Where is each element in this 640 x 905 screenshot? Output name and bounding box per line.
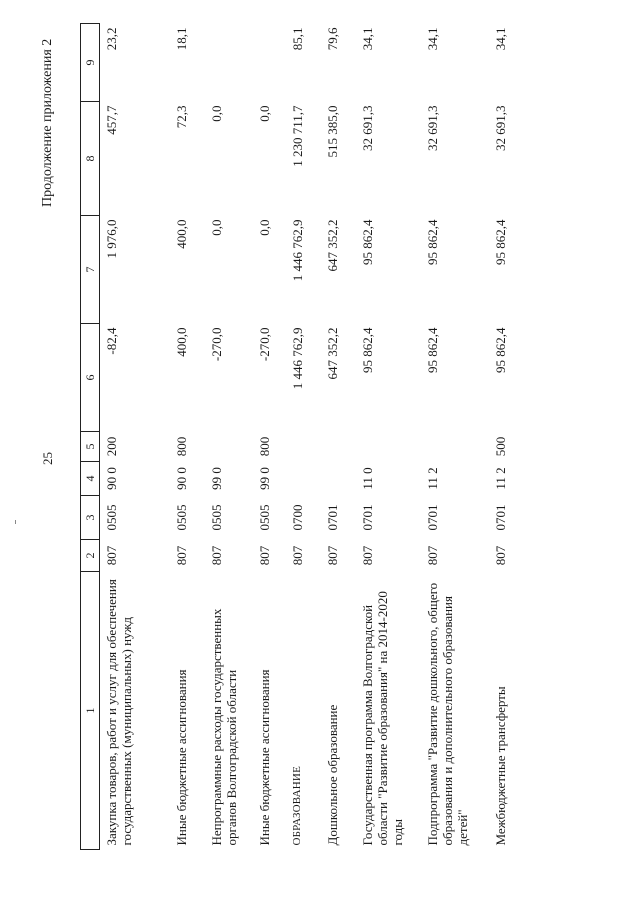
cell-c5: 200 [104, 436, 119, 457]
cell-c6: 95 862,4 [492, 327, 508, 373]
row-name: Подпрограмма "Развитие дошкольного, общего образования и дополнительного образования детей" [424, 582, 470, 846]
cell-c4: 99 0 [256, 467, 272, 490]
cell-c9: 23,2 [104, 27, 119, 51]
cell-c3: 0505 [256, 504, 272, 531]
cell-c7: 0,0 [208, 219, 224, 236]
cell-c8: 457,7 [104, 105, 119, 135]
cell-c2: 807 [173, 545, 189, 566]
cell-c5 [205, 432, 253, 462]
table-row [205, 24, 253, 850]
cell-c8: 0,0 [256, 105, 272, 122]
cell-c6: -82,4 [104, 327, 119, 355]
table-row [489, 24, 524, 850]
header-cell: 8 [81, 102, 100, 216]
cell-c3: 0701 [492, 504, 508, 531]
cell-c5: 800 [256, 436, 272, 457]
cell-c7: 1 976,0 [104, 219, 119, 259]
cell-c6: -270,0 [208, 327, 224, 362]
cell-c7: 95 862,4 [359, 219, 375, 265]
cell-c9: 85,1 [289, 27, 305, 51]
cell-c8: 32 691,3 [424, 105, 440, 151]
cell-c6: 400,0 [173, 327, 189, 357]
cell-c9: 34,1 [424, 27, 440, 51]
cell-c7: 1 446 762,9 [289, 219, 305, 282]
cell-c4 [321, 462, 356, 496]
table-row [286, 24, 321, 850]
cell-c7: 0,0 [256, 219, 272, 236]
table-row [321, 24, 356, 850]
cell-c8: 32 691,3 [492, 105, 508, 151]
table-row [100, 24, 170, 850]
table-header-row [81, 24, 100, 850]
cell-c4: 11 2 [492, 467, 508, 490]
cell-c5: 800 [173, 436, 189, 457]
cell-c2: 807 [492, 545, 508, 566]
cell-c5 [356, 432, 421, 462]
table-row [421, 24, 489, 850]
table-row [253, 24, 286, 850]
cell-c6: 1 446 762,9 [289, 327, 305, 390]
page-number: 25 [40, 452, 55, 465]
cell-c5 [421, 432, 489, 462]
cell-c7: 95 862,4 [424, 219, 440, 265]
table-row [356, 24, 421, 850]
row-name: Иные бюджетные ассигнования [256, 669, 272, 846]
cell-c2: 807 [359, 545, 375, 566]
cell-c5 [321, 432, 356, 462]
cell-c4: 11 2 [424, 467, 440, 490]
row-name: Иные бюджетные ассигнования [173, 669, 189, 846]
cell-c4: 90 0 [104, 467, 119, 490]
cell-c8: 515 385,0 [324, 105, 340, 158]
cell-c3: 0505 [208, 504, 224, 531]
cell-c5 [286, 432, 321, 462]
header-cell: 2 [81, 540, 100, 572]
cell-c7: 400,0 [173, 219, 189, 249]
table-row [170, 24, 205, 850]
cell-c9 [205, 24, 253, 102]
continuation-label: Продолжение приложения 2 [40, 38, 55, 207]
header-cell: 5 [81, 432, 100, 462]
header-cell: 7 [81, 216, 100, 324]
cell-c3: 0701 [424, 504, 440, 531]
cell-c5: 500 [492, 436, 508, 457]
row-name: Межбюджетные трансферты [492, 686, 508, 846]
cell-c3: 0700 [289, 504, 305, 531]
cell-c4: 90 0 [173, 467, 189, 490]
header-cell: 6 [81, 324, 100, 432]
cell-c2: 807 [324, 545, 340, 566]
budget-table [80, 23, 524, 850]
cell-c3: 0701 [359, 504, 375, 531]
cell-c9: 34,1 [359, 27, 375, 51]
cell-c4: 99 0 [208, 467, 224, 490]
cell-c2: 807 [104, 545, 119, 566]
cell-c3: 0505 [104, 504, 119, 531]
cell-c9 [253, 24, 286, 102]
header-cell: 1 [81, 572, 100, 850]
scan-mark [15, 520, 16, 524]
cell-c7: 647 352,2 [324, 219, 340, 272]
cell-c9: 34,1 [492, 27, 508, 51]
row-name: Непрограммные расходы государственных органов Волгоградской области [208, 608, 239, 846]
header-cell: 9 [81, 24, 100, 102]
cell-c2: 807 [256, 545, 272, 566]
row-name: ОБРАЗОВАНИЕ [290, 766, 303, 846]
cell-c6: 647 352,2 [324, 327, 340, 380]
cell-c7: 95 862,4 [492, 219, 508, 265]
cell-c3: 0701 [324, 504, 340, 531]
cell-c2: 807 [289, 545, 305, 566]
cell-c8: 0,0 [208, 105, 224, 122]
header-cell: 4 [81, 462, 100, 496]
row-name: Государственная программа Волгоградской области "Развитие образования" на 2014-2020 годы [359, 591, 405, 846]
cell-c6: 95 862,4 [424, 327, 440, 373]
cell-c8: 1 230 711,7 [289, 105, 305, 167]
row-name: Дошкольное образование [324, 704, 340, 846]
cell-c9: 79,6 [324, 27, 340, 51]
cell-c8: 72,3 [173, 105, 189, 129]
cell-c8: 32 691,3 [359, 105, 375, 151]
header-cell: 3 [81, 496, 100, 540]
cell-c2: 807 [208, 545, 224, 566]
cell-c6: 95 862,4 [359, 327, 375, 373]
cell-c6: -270,0 [256, 327, 272, 362]
cell-c4 [286, 462, 321, 496]
cell-c4: 11 0 [359, 467, 375, 490]
cell-c3: 0505 [173, 504, 189, 531]
cell-c9: 18,1 [173, 27, 189, 51]
row-name: Закупка товаров, работ и услуг для обеспечения государственных (муниципальных) нужд [104, 579, 134, 846]
cell-c2: 807 [424, 545, 440, 566]
